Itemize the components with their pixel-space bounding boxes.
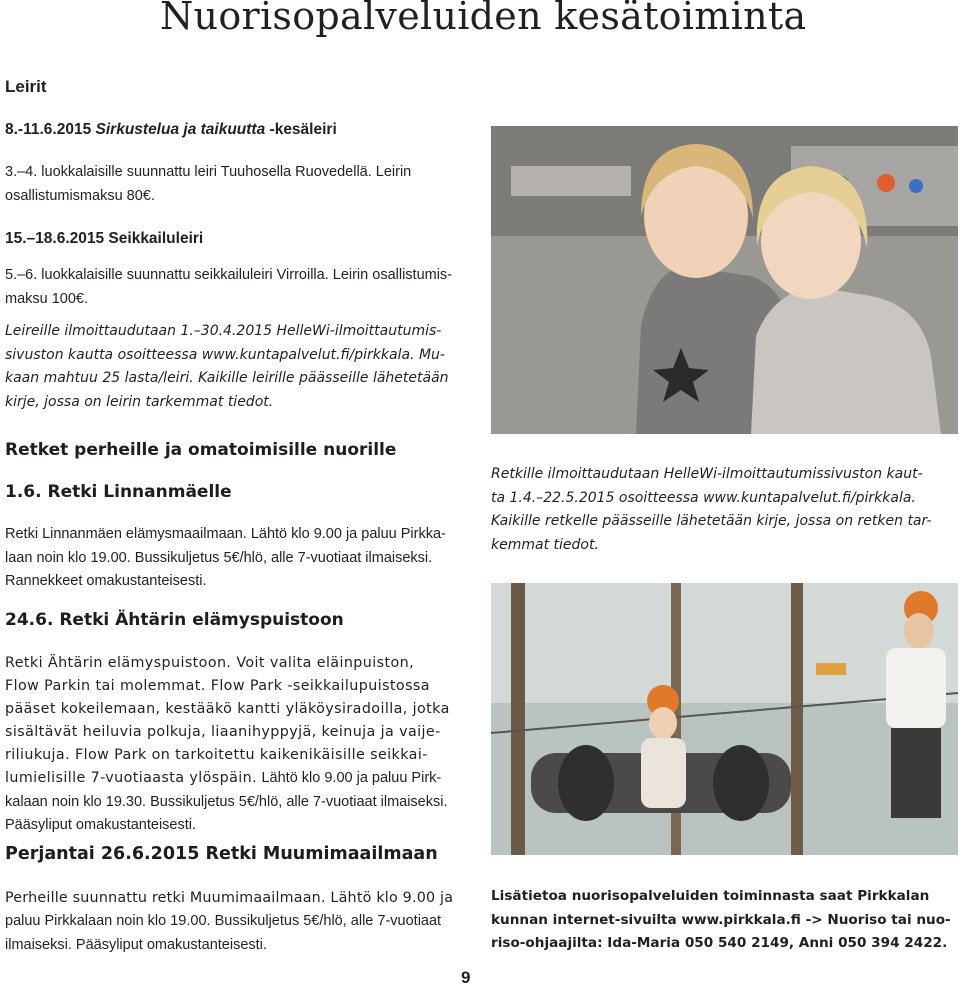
text-line: Pääsyliput omakustanteisesti.: [5, 817, 197, 833]
text-line: riliukuja. Flow Park on tarkoitettu kaikenikäisille seikkai-: [5, 747, 428, 763]
text-line: Retki Ähtärin elämyspuistoon. Voit valita eläinpuiston,: [5, 655, 415, 671]
adventure-park-image: [491, 583, 958, 855]
trip3-text: [5, 886, 453, 957]
text-line: pääset kokeilemaan, kestääkö kantti yläköysiradoilla, jotka: [5, 701, 450, 717]
retket-heading: Retket perheille ja omatoimisille nuorille: [5, 440, 397, 460]
photo-adventure-park: [491, 583, 958, 855]
text-line: Lisätietoa nuorisopalveluiden toiminnasta saat Pirkkalan: [491, 888, 930, 904]
text-line: [5, 886, 453, 910]
text-line: Retkille ilmoittaudutaan HelleWi-ilmoittautumissivuston kaut-: [491, 466, 923, 482]
girls-hugging-image: [491, 126, 958, 434]
text-line: 3.–4. luokkalaisille suunnattu leiri Tuuhosella Ruovedellä. Leirin: [5, 164, 412, 180]
text-line: sisältävät heiluvia polkuja, liaanihyppyjä, keinuja ja vaije-: [5, 724, 441, 740]
more-info: [491, 885, 959, 956]
text-line: osallistumismaksu 80€.: [5, 187, 155, 204]
text-line: ta 1.4.–22.5.2015 osoitteessa www.kuntapalvelut.fi/pirkkala.: [491, 489, 916, 506]
page-number: 9: [461, 968, 471, 987]
camp1-heading: [5, 118, 337, 142]
camp-registration: [5, 320, 449, 414]
text-line: Retki Linnanmäen elämysmaailmaan. Lähtö klo 9.00 ja paluu Pirkka-: [5, 526, 446, 542]
text-line: [5, 767, 450, 791]
camp1-name: Sirkustelua ja taikuutta: [95, 121, 266, 138]
text-line: Kaikille retkelle päässeille lähetetään kirje, jossa on retken tar-: [491, 513, 932, 529]
camp2-text: [5, 264, 452, 311]
text-line: laan noin klo 19.00. Bussikuljetus 5€/hlö, alle 7-vuotiaat ilmaiseksi.: [5, 549, 433, 566]
camp2-heading: 15.–18.6.2015 Seikkailuleiri: [5, 230, 204, 247]
text-line: kemmat tiedot.: [491, 536, 599, 553]
text-line: sivuston kautta osoitteessa www.kuntapalvelut.fi/pirkkala. Mu-: [5, 346, 445, 363]
text-line: Leireille ilmoittaudutaan 1.–30.4.2015 HelleWi-ilmoittautumis-: [5, 323, 442, 339]
text-span: Lähtö klo 9.00 ja paluu Pirk-: [261, 770, 442, 786]
trip3-heading: Perjantai 26.6.2015 Retki Muumimaailmaan: [5, 844, 438, 864]
page-title: Nuorisopalveluiden kesätoiminta: [160, 0, 807, 38]
text-line: ilmaiseksi. Pääsyliput omakustanteisesti.: [5, 936, 267, 953]
text-line: Flow Parkin tai molemmat. Flow Park -seikkailupuistossa: [5, 678, 430, 694]
text-line: 5.–6. luokkalaisille suunnattu seikkailuleiri Virroilla. Leirin osallistumis-: [5, 267, 453, 283]
text-line: kalaan noin klo 19.30. Bussikuljetus 5€/hlö, alle 7-vuotiaat ilmaiseksi.: [5, 793, 448, 810]
camp1-text: [5, 161, 411, 208]
text-line: maksu 100€.: [5, 290, 89, 307]
text-line: Rannekkeet omakustanteisesti.: [5, 573, 207, 589]
text-line: kaan mahtuu 25 lasta/leiri. Kaikille leirille päässeille lähetetään: [5, 370, 449, 386]
trip2-text: [5, 652, 450, 838]
trip2-heading: 24.6. Retki Ähtärin elämyspuistoon: [5, 610, 344, 630]
leirit-heading: Leirit: [5, 77, 47, 96]
camp1-date: 8.-11.6.2015: [5, 121, 92, 138]
text-span: lumielisille 7-vuotiaasta ylöspäin.: [5, 770, 258, 786]
camp1-suffix: -kesäleiri: [269, 121, 337, 138]
text-line: kirje, jossa on leirin tarkemmat tiedot.: [5, 393, 274, 410]
text-line: kunnan internet-sivuilta www.pirkkala.fi -> Nuoriso tai nuo-: [491, 911, 951, 928]
text-span: Perheille suunnattu retki Muumimaailmaan. Lähtö klo 9.00 ja: [5, 890, 454, 906]
photo-girls: [491, 126, 958, 434]
text-line: paluu Pirkkalaan noin klo 19.00. Bussikuljetus 5€/hlö, alle 7-vuotiaat: [5, 913, 442, 929]
trip1-heading: 1.6. Retki Linnanmäelle: [5, 482, 232, 502]
text-line: riso-ohjaajilta: Ida-Maria 050 540 2149, Anni 050 394 2422.: [491, 935, 948, 951]
trip-registration: [491, 463, 959, 557]
trip1-text: [5, 523, 446, 594]
